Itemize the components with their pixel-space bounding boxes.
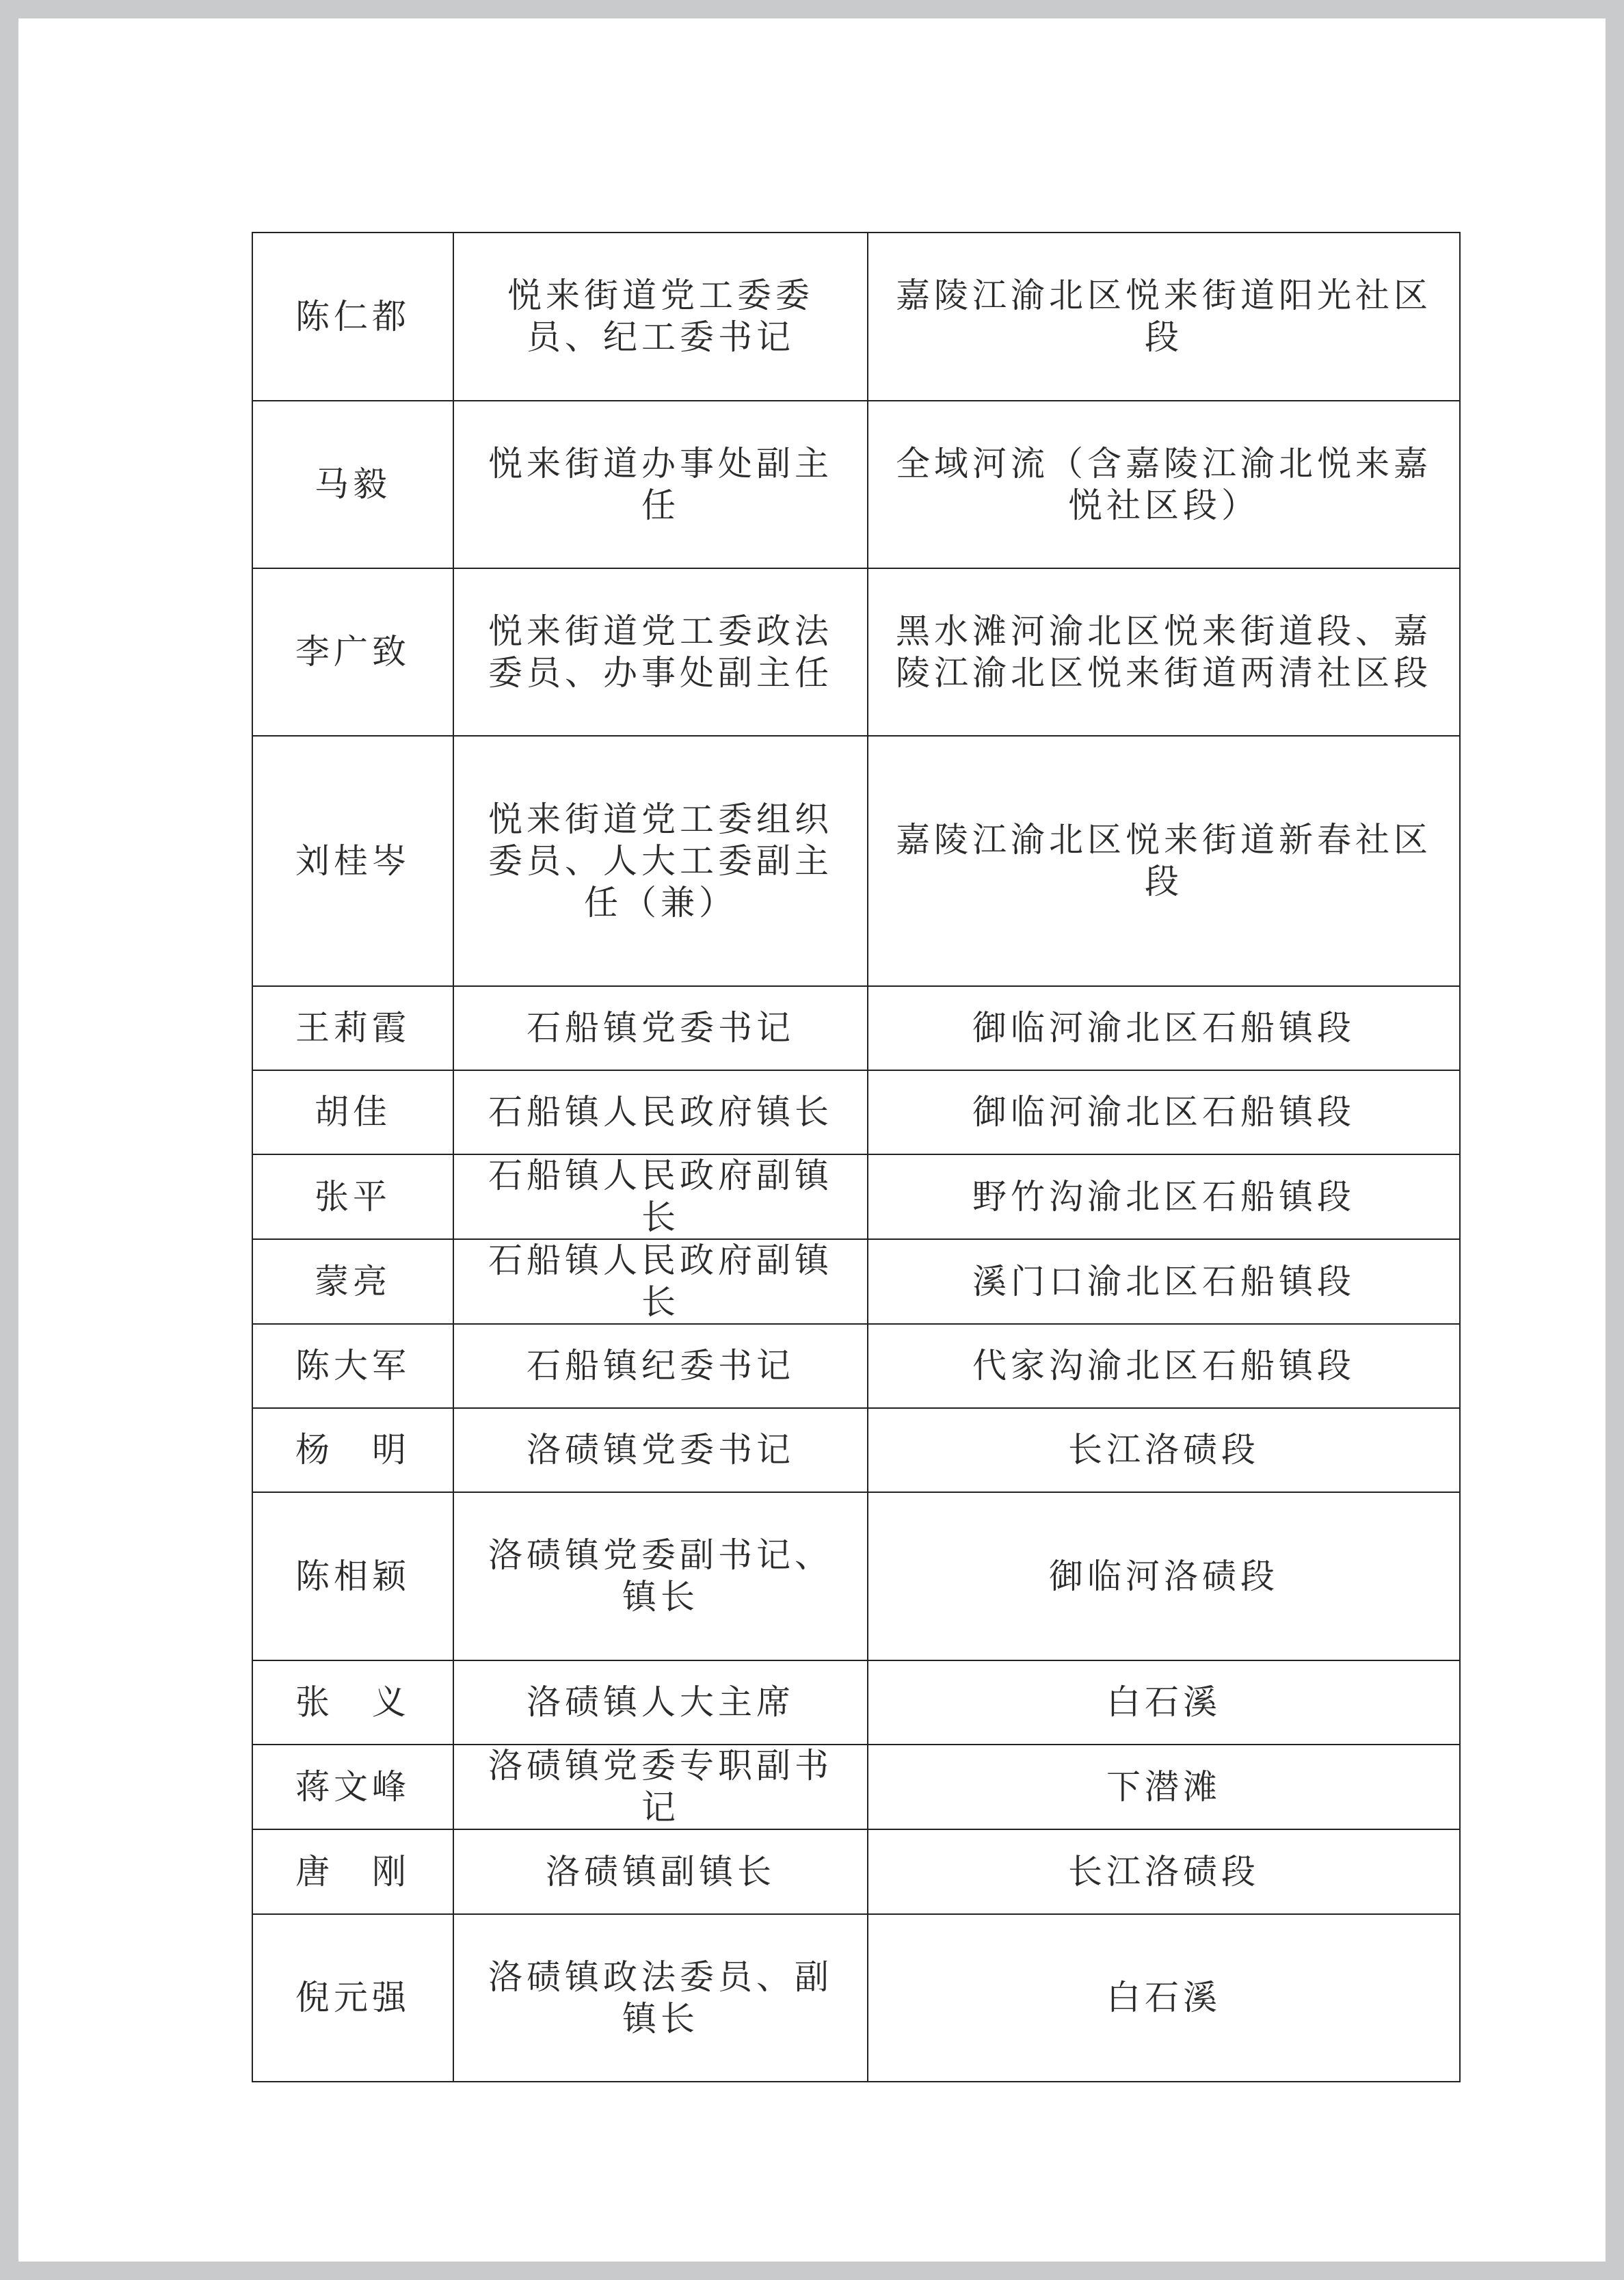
- section-cell: 全域河流（含嘉陵江渝北悦来嘉悦社区段）: [868, 401, 1460, 568]
- table-row: [252, 1408, 1460, 1492]
- name-cell: 马毅: [252, 401, 453, 568]
- position-cell: 洛碛镇副镇长: [453, 1829, 868, 1914]
- position-cell: 洛碛镇党委专职副书记: [453, 1745, 868, 1829]
- name-cell: 蒙亮: [252, 1239, 453, 1324]
- section-cell: 长江洛碛段: [868, 1408, 1460, 1492]
- name-cell: 杨 明: [252, 1408, 453, 1492]
- position-cell: 石船镇人民政府副镇长: [453, 1239, 868, 1324]
- table-row: [252, 401, 1460, 568]
- section-cell: 御临河渝北区石船镇段: [868, 986, 1460, 1070]
- table-row: [252, 1239, 1460, 1324]
- name-cell: 陈相颖: [252, 1492, 453, 1660]
- position-cell: 洛碛镇党委书记: [453, 1408, 868, 1492]
- document-page: [18, 18, 1606, 2262]
- section-cell: 白石溪: [868, 1660, 1460, 1745]
- section-cell: 野竹沟渝北区石船镇段: [868, 1154, 1460, 1239]
- name-cell: 张平: [252, 1154, 453, 1239]
- name-cell: 李广致: [252, 568, 453, 736]
- section-cell: 黑水滩河渝北区悦来街道段、嘉陵江渝北区悦来街道两清社区段: [868, 568, 1460, 736]
- name-cell: 刘桂岑: [252, 736, 453, 986]
- position-cell: 悦来街道办事处副主任: [453, 401, 868, 568]
- table-row: [252, 736, 1460, 986]
- name-cell: 唐 刚: [252, 1829, 453, 1914]
- position-cell: 洛碛镇人大主席: [453, 1660, 868, 1745]
- name-cell: 陈大军: [252, 1324, 453, 1408]
- position-cell: 石船镇人民政府副镇长: [453, 1154, 868, 1239]
- table-row: [252, 233, 1460, 401]
- name-cell: 胡佳: [252, 1070, 453, 1154]
- position-cell: 洛碛镇党委副书记、镇长: [453, 1492, 868, 1660]
- position-cell: 石船镇纪委书记: [453, 1324, 868, 1408]
- table-row: [252, 1492, 1460, 1660]
- section-cell: 下潜滩: [868, 1745, 1460, 1829]
- position-cell: 悦来街道党工委组织委员、人大工委副主任（兼）: [453, 736, 868, 986]
- name-cell: 张 义: [252, 1660, 453, 1745]
- table-row: [252, 1070, 1460, 1154]
- section-cell: 溪门口渝北区石船镇段: [868, 1239, 1460, 1324]
- section-cell: 御临河渝北区石船镇段: [868, 1070, 1460, 1154]
- position-cell: 悦来街道党工委委员、纪工委书记: [453, 233, 868, 401]
- table-row: [252, 568, 1460, 736]
- name-cell: 陈仁都: [252, 233, 453, 401]
- position-cell: 洛碛镇政法委员、副镇长: [453, 1914, 868, 2082]
- section-cell: 长江洛碛段: [868, 1829, 1460, 1914]
- section-cell: 代家沟渝北区石船镇段: [868, 1324, 1460, 1408]
- position-cell: 石船镇党委书记: [453, 986, 868, 1070]
- name-cell: 蒋文峰: [252, 1745, 453, 1829]
- table-row: [252, 986, 1460, 1070]
- section-cell: 白石溪: [868, 1914, 1460, 2082]
- table-row: [252, 1745, 1460, 1829]
- position-cell: 悦来街道党工委政法委员、办事处副主任: [453, 568, 868, 736]
- table-row: [252, 1914, 1460, 2082]
- name-cell: 倪元强: [252, 1914, 453, 2082]
- table-row: [252, 1324, 1460, 1408]
- river-chief-table-wrapper: [252, 232, 1459, 2082]
- table-row: [252, 1154, 1460, 1239]
- river-chief-table: [252, 232, 1461, 2082]
- section-cell: 嘉陵江渝北区悦来街道阳光社区段: [868, 233, 1460, 401]
- section-cell: 嘉陵江渝北区悦来街道新春社区段: [868, 736, 1460, 986]
- section-cell: 御临河洛碛段: [868, 1492, 1460, 1660]
- table-row: [252, 1829, 1460, 1914]
- position-cell: 石船镇人民政府镇长: [453, 1070, 868, 1154]
- table-row: [252, 1660, 1460, 1745]
- name-cell: 王莉霞: [252, 986, 453, 1070]
